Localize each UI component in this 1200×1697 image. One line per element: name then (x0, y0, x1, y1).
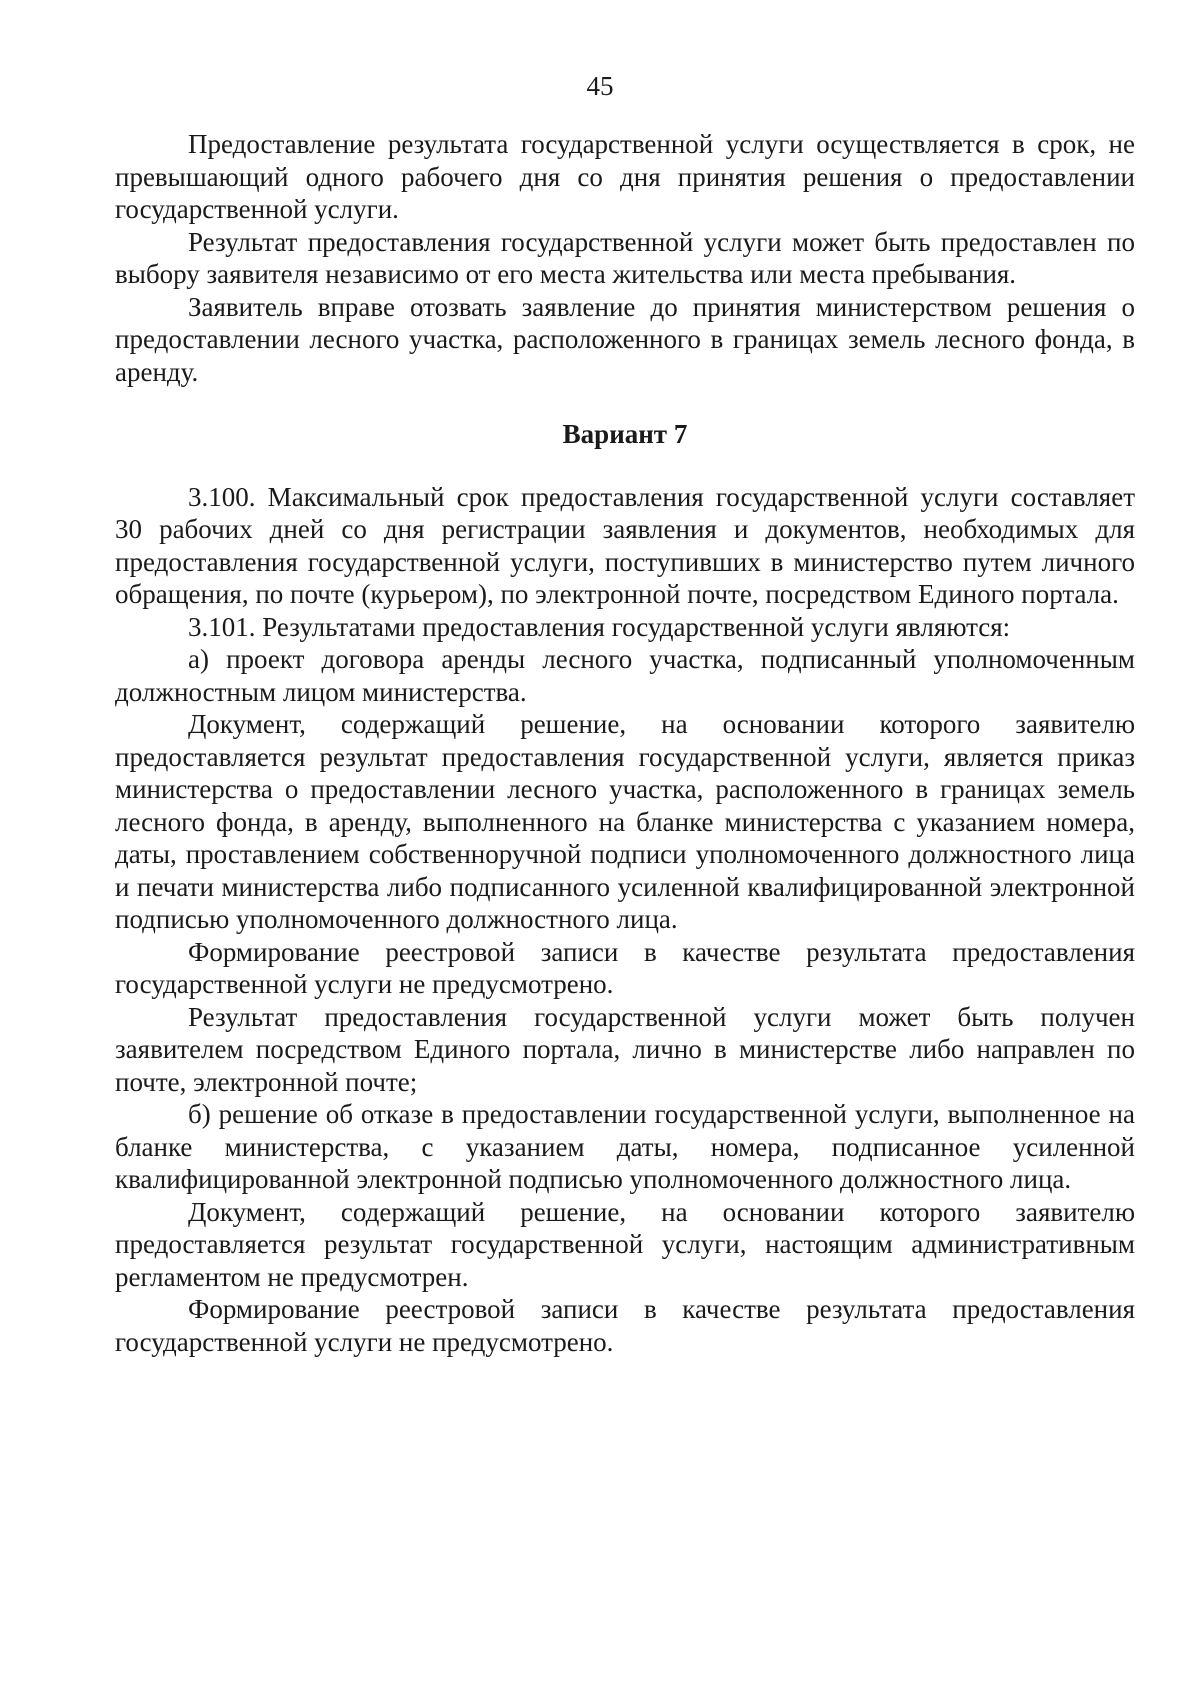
paragraph: 3.101. Результатами предоставления государственной услуги являются: (188, 611, 1011, 642)
document-body (115, 128, 1135, 1358)
paragraph: Предоставление результата государственной услуги осуществляется в срок, не превышающий одного рабочего дня со дня принятия решения о предоставлении государственной услуги. (115, 129, 1135, 224)
page-number: 45 (586, 71, 614, 101)
paragraph: Документ, содержащий решение, на основании которого заявителю предоставляется результат государственной услуги, настоящим административным регламентом не предусмотрен. (115, 1196, 1135, 1292)
paragraph: Формирование реестровой записи в качестве результата предоставления государственной услуги не предусмотрено. (115, 936, 1135, 999)
section-heading: Вариант 7 (562, 419, 688, 449)
paragraph: Формирование реестровой записи в качестве результата предоставления государственной услуги не предусмотрено. (115, 1294, 1135, 1357)
paragraph: Заявитель вправе отозвать заявление до принятия министерством решения о предоставлении лесного участка, расположенного в границах земель лесного фонда, в аренду. (115, 291, 1135, 387)
paragraph: Результат предоставления государственной услуги может быть получен заявителем посредством Единого портала, лично в министерстве либо направлен по почте, электронной почте; (115, 1001, 1135, 1097)
paragraph: б) решение об отказе в предоставлении государственной услуги, выполненное на бланке министерства, с указанием даты, номера, подписанное усиленной квалифицированной электронной подписью уполномоченного должностного лица. (115, 1099, 1135, 1194)
paragraph: Результат предоставления государственной услуги может быть предоставлен по выбору заявителя независимо от его места жительства или места пребывания. (115, 226, 1135, 289)
paragraph: а) проект договора аренды лесного участка, подписанный уполномоченным должностным лицом министерства. (115, 644, 1135, 707)
paragraph: 3.100. Максимальный срок предоставления государственной услуги составляет 30 рабочих дней со дня регистрации заявления и документов, необходимых для предоставления государственной услуги, поступивших в министерство путем личного обращения, по почте (курьером), по электронной почте, посредством Единого портала. (115, 481, 1135, 609)
paragraph: Документ, содержащий решение, на основании которого заявителю предоставляется результат предоставления государственной услуги, является приказ министерства о предоставлении лесного участка, расположенного в границах земель лесного фонда, в аренду, выполненного на бланке министерства с указанием номера, даты, проставлением собственноручной подписи уполномоченного должностного лица и печати министерства либо подписанного усиленной квалифицированной электронной подписью уполномоченного должностного лица. (115, 709, 1135, 934)
